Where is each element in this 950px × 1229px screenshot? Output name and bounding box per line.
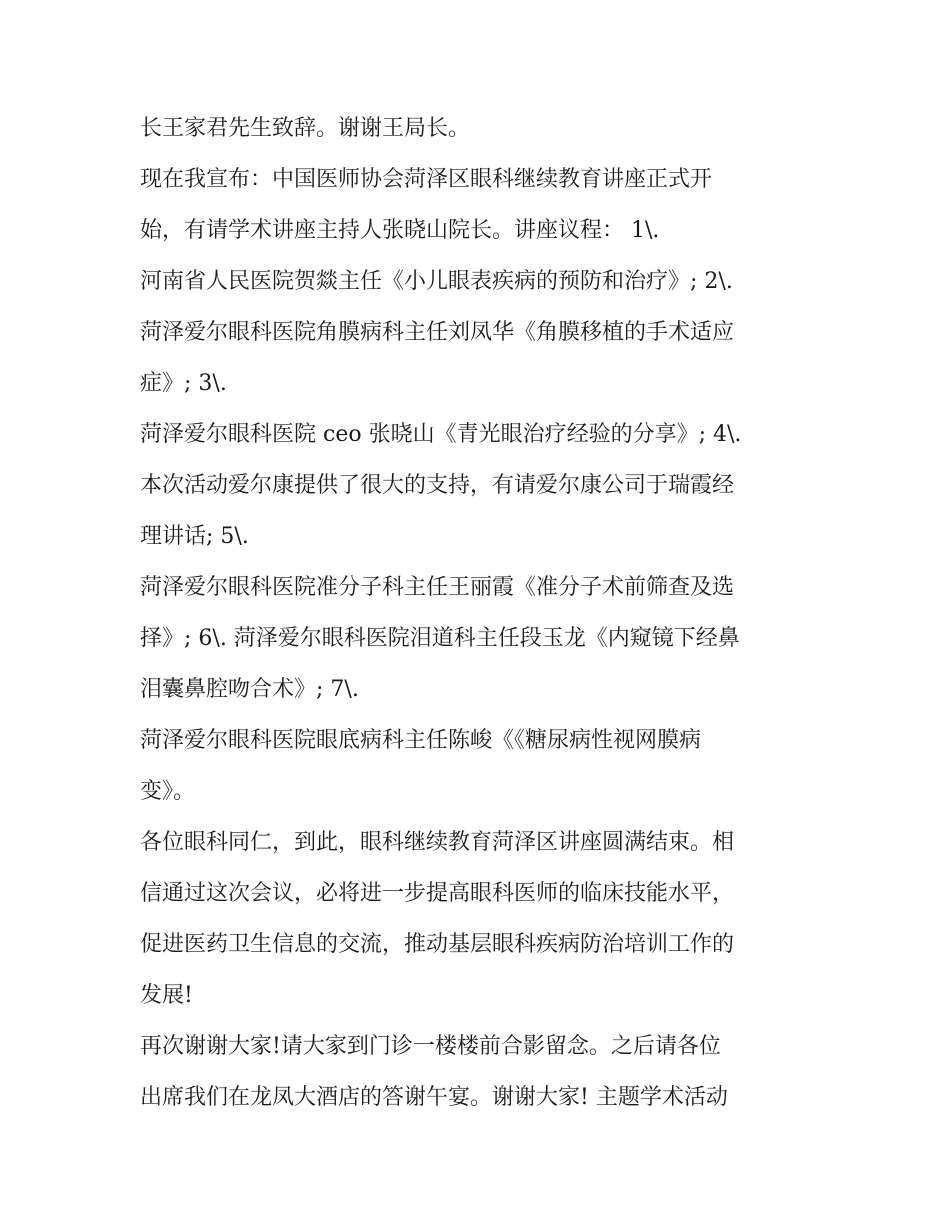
text-line: 理讲话; 5\. [140, 524, 249, 549]
text-line: 始，有请学术讲座主持人张晓山院长。讲座议程： 1\. [140, 218, 660, 243]
text-line: 症》; 3\. [140, 371, 227, 396]
text-line: 信通过这次会议，必将进一步提高眼科医师的临床技能水平， [140, 881, 735, 906]
text-line: 现在我宣布：中国医师协会菏泽区眼科继续教育讲座正式开 [140, 167, 713, 192]
text-line: 各位眼科同仁，到此，眼科继续教育菏泽区讲座圆满结束。相 [140, 830, 735, 855]
text-line: 出席我们在龙凤大酒店的答谢午宴。谢谢大家! 主题学术活动 [140, 1085, 728, 1110]
text-line: 菏泽爱尔眼科医院准分子科主任王丽霞《准分子术前筛查及选 [140, 575, 735, 600]
text-line: 菏泽爱尔眼科医院角膜病科主任刘凤华《角膜移植的手术适应 [140, 320, 735, 345]
text-line: 河南省人民医院贺燚主任《小儿眼表疾病的预防和治疗》; 2\. [140, 269, 733, 294]
text-line: 发展! [140, 983, 193, 1008]
text-line: 变》。 [140, 779, 196, 804]
text-line: 菏泽爱尔眼科医院眼底病科主任陈峻《《糖尿病性视网膜病 [140, 728, 702, 753]
document-body [140, 103, 820, 1123]
text-line: 促进医药卫生信息的交流，推动基层眼科疾病防治培训工作的 [140, 932, 735, 957]
text-line: 择》; 6\. 菏泽爱尔眼科医院泪道科主任段玉龙《内窥镜下经鼻 [140, 626, 740, 651]
text-line: 泪囊鼻腔吻合术》; 7\. [140, 677, 359, 702]
text-line: 菏泽爱尔眼科医院 ceo 张晓山《青光眼治疗经验的分享》; 4\. [140, 422, 742, 447]
text-line: 再次谢谢大家!请大家到门诊一楼楼前合影留念。之后请各位 [140, 1034, 721, 1059]
text-line: 长王家君先生致辞。谢谢王局长。 [140, 116, 471, 141]
text-line: 本次活动爱尔康提供了很大的支持，有请爱尔康公司于瑞霞经 [140, 473, 735, 498]
